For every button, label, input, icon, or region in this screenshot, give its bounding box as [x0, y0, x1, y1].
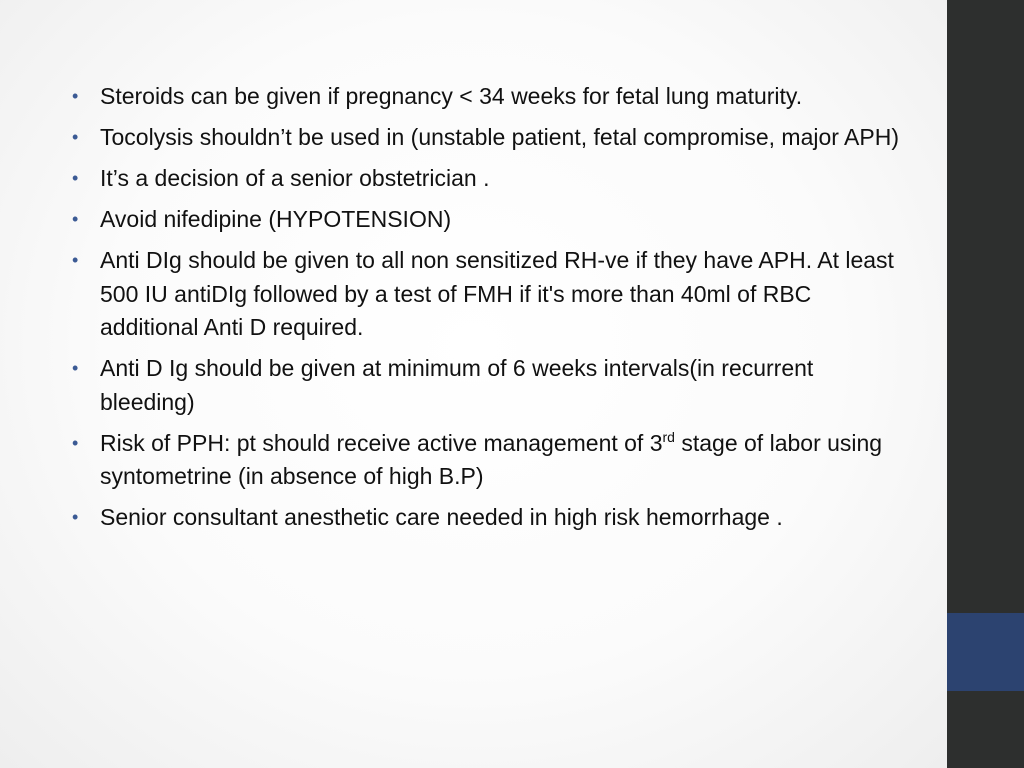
ordinal-superscript: rd: [662, 428, 675, 445]
bullet-text: Anti DIg should be given to all non sensitized RH-ve if they have APH. At least 500 IU antiDIg followed by a test of FMH if it's more than 40ml of RBC additional Anti D required.: [100, 247, 894, 340]
bullet-icon: •: [72, 432, 79, 453]
bullet-icon: •: [72, 127, 79, 147]
bullet-text: Anti D Ig should be given at minimum of 6 weeks intervals(in recurrent bleeding): [100, 355, 814, 415]
bullet-icon: •: [72, 250, 79, 270]
bullet-item: [72, 501, 912, 535]
sidebar-accent-block: [947, 613, 1024, 691]
bullet-item: [72, 203, 912, 237]
bullet-text: Tocolysis shouldn’t be used in (unstable patient, fetal compromise, major APH): [100, 124, 900, 150]
bullet-text: Senior consultant anesthetic care needed in high risk hemorrhage .: [100, 504, 783, 530]
bullet-text: Avoid nifedipine (HYPOTENSION): [100, 206, 452, 232]
bullet-item: [72, 352, 912, 419]
bullet-text: Steroids can be given if pregnancy < 34 weeks for fetal lung maturity.: [100, 83, 803, 109]
bullet-icon: •: [72, 86, 79, 106]
bullet-item: [72, 427, 912, 494]
bullet-icon: •: [72, 168, 79, 188]
bullet-list: [72, 80, 912, 542]
bullet-item: [72, 80, 912, 114]
bullet-text-part: stage of labor using syntometrine (in absence of high B.P): [100, 429, 883, 489]
bullet-text: It’s a decision of a senior obstetrician .: [100, 165, 490, 191]
bullet-item: [72, 121, 912, 155]
bullet-item: [72, 162, 912, 196]
bullet-icon: •: [72, 507, 79, 527]
bullet-text-part: Risk of PPH: pt should receive active management of 3: [100, 429, 663, 456]
bullet-icon: •: [72, 209, 79, 229]
bullet-item: [72, 244, 912, 345]
bullet-text: [100, 430, 882, 490]
bullet-icon: •: [72, 358, 79, 378]
